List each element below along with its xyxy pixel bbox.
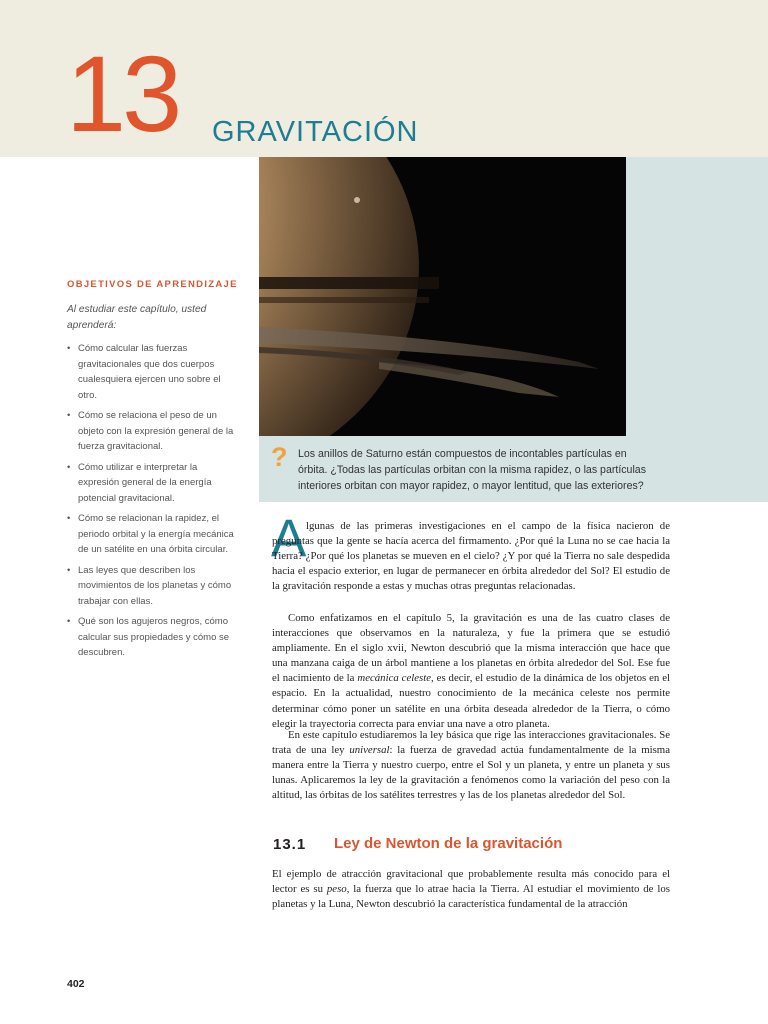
objectives-intro: Al estudiar este capítulo, usted aprenderá: (67, 304, 207, 331)
section-number: 13.1 (273, 836, 307, 853)
objectives-heading: OBJETIVOS DE APRENDIZAJE (67, 279, 238, 290)
photo-caption: Los anillos de Saturno están compuestos de incontables partículas en órbita. ¿Todas las partículas orbitan con la misma rapidez, o las partículas interiores orbitan con mayor rapidez, o mayor lentitud, que las exteriores? (298, 448, 646, 492)
chapter-title: GRAVITACIÓN (212, 116, 419, 148)
drop-cap: A (271, 509, 307, 568)
objective-item: • Las leyes que describen los movimientos de los planetas y cómo trabajar con ellas. (67, 563, 235, 610)
objective-item: • Cómo calcular las fuerzas gravitacionales que dos cuerpos cualesquiera ejercen uno sobre el otro. (67, 341, 235, 403)
saturn-illustration (259, 157, 626, 436)
intro-paragraph-1: lgunas de las primeras investigaciones en el campo de la física nacieron de preguntas que la gente se hacía acerca del firmamento. ¿Por qué la Luna no se cae hacia la Tierra? ¿Por qué los planetas se mueven en el cielo? ¿Y por qué la Tierra no sale despedida hacia el espacio exterior, en lugar de permanecer en órbita alrededor del Sol? El estudio de la gravitación responde a estas y muchas otras preguntas relacionadas. (272, 520, 670, 593)
page-number: 402 (67, 978, 85, 990)
objective-item: • Cómo se relaciona el peso de un objeto con la expresión general de la fuerza gravitacional. (67, 408, 235, 455)
section-paragraph-1: El ejemplo de atracción gravitacional que probablemente resulta más conocido para el lector es su peso, la fuerza que lo atrae hacia la Tierra. Al estudiar el movimiento de los planetas y la Luna, Newton descubrió la característica fundamental de la atracción (272, 868, 670, 911)
question-mark-icon: ? (271, 442, 288, 472)
objective-item: • Cómo se relacionan la rapidez, el periodo orbital y la energía mecánica de un satélite en una órbita circular. (67, 511, 235, 558)
objective-item: • Qué son los agujeros negros, cómo calcular sus propiedades y cómo se descubren. (67, 614, 235, 661)
section-title: Ley de Newton de la gravitación (334, 835, 563, 852)
saturn-rings-photo (259, 157, 626, 436)
objective-item: • Cómo utilizar e interpretar la expresión general de la energía potencial gravitacional. (67, 460, 235, 507)
intro-paragraph-2: Como enfatizamos en el capítulo 5, la gravitación es una de las cuatro clases de interacciones que observamos en la naturaleza, y fue la primera que se estudió ampliamente. En el siglo xvii, Newton descubrió que la misma interacción que hace que una manzana caiga de un árbol mantiene a los planetas en órbita alrededor del Sol. Ese fue el nacimiento de la mecánica celeste, es decir, el estudio de la dinámica de los objetos en el espacio. En la actualidad, nuestro conocimiento de la mecánica celeste nos permite determinar cómo poner un satélite en una órbita deseada alrededor de la Tierra, o cómo elegir la trayectoria correcta para enviar una nave a otro planeta. (272, 612, 670, 730)
chapter-number: 13 (66, 33, 179, 154)
objectives-list (67, 341, 235, 666)
intro-paragraph-3: En este capítulo estudiaremos la ley básica que rige las interacciones gravitacionales. Se trata de una ley universal: la fuerza de gravedad actúa fundamentalmente de la misma manera entre la Tierra y nuestro cuerpo, entre el Sol y un planeta, y entre un planeta y sus lunas. Aplicaremos la ley de la gravitación a fenómenos como la variación del peso con la altitud, las órbitas de los satélites terrestres y las de los planetas alrededor del Sol. (272, 729, 670, 802)
